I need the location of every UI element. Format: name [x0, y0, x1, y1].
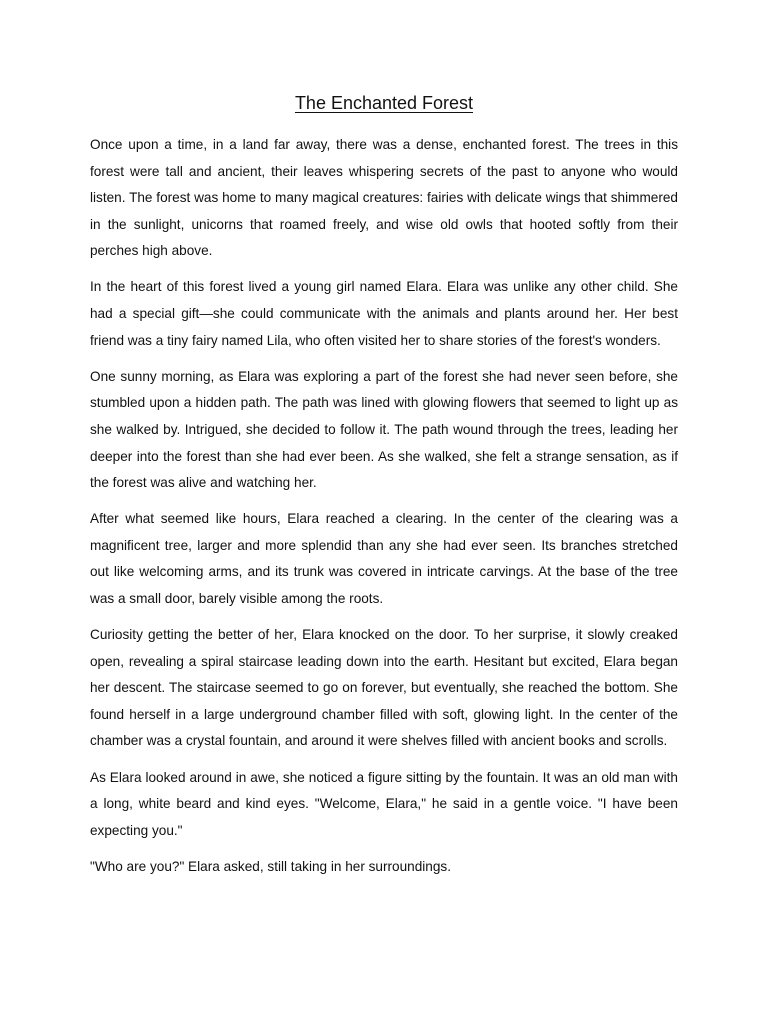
paragraph-3: One sunny morning, as Elara was exploring a part of the forest she had never seen before, she stumbled upon a hidden path. The path was lined with glowing flowers that seemed to light up as she walked by. Intrigued, she decided to follow it. The path wound through the trees, leading her deeper into the forest than she had ever been. As she walked, she felt a strange sensation, as if the forest was alive and watching her.: [90, 368, 678, 491]
paragraph-6: As Elara looked around in awe, she noticed a figure sitting by the fountain. It was an old man with a long, white beard and kind eyes. "Welcome, Elara," he said in a gentle voice. "I have been expecting you.": [90, 769, 678, 838]
document-title: The Enchanted Forest: [294, 93, 474, 113]
paragraph-2: In the heart of this forest lived a young girl named Elara. Elara was unlike any other child. She had a special gift—she could communicate with the animals and plants around her. Her best friend was a tiny fairy named Lila, who often visited her to share stories of the forest's wonders.: [90, 279, 678, 348]
paragraph-7: "Who are you?" Elara asked, still taking in her surroundings.: [90, 858, 452, 874]
paragraph-4: After what seemed like hours, Elara reached a clearing. In the center of the clearing was a magnificent tree, larger and more splendid than any she had ever seen. Its branches stretched out like welcoming arms, and its trunk was covered in intricate carvings. At the base of the tree was a small door, barely visible among the roots.: [90, 511, 678, 606]
paragraph-5: Curiosity getting the better of her, Elara knocked on the door. To her surprise, it slowly creaked open, revealing a spiral staircase leading down into the earth. Hesitant but excited, Elara began her descent. The staircase seemed to go on forever, but eventually, she reached the bottom. She found herself in a large underground chamber filled with soft, glowing light. In the center of the chamber was a crystal fountain, and around it were shelves filled with ancient books and scrolls.: [90, 627, 678, 749]
paragraph-1: Once upon a time, in a land far away, there was a dense, enchanted forest. The trees in this forest were tall and ancient, their leaves whispering secrets of the past to anyone who would listen. The forest was home to many magical creatures: fairies with delicate wings that shimmered in the sunlight, unicorns that roamed freely, and wise old owls that hooted softly from their perches high above.: [90, 137, 678, 259]
document-body: [90, 132, 678, 890]
